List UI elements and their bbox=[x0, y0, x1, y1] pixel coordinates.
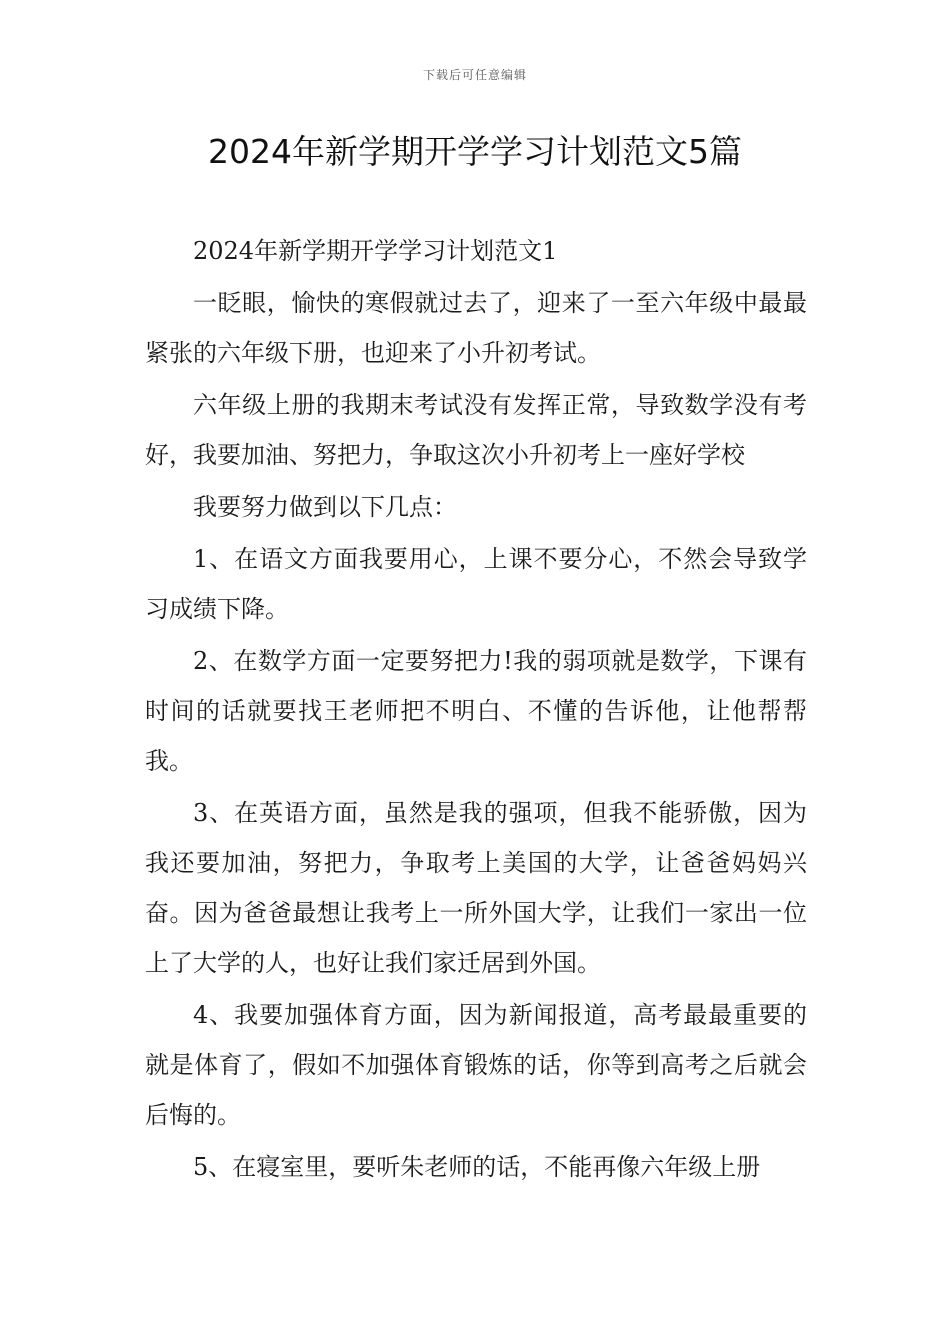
list-item: 3、在英语方面，虽然是我的强项，但我不能骄傲，因为我还要加油，努把力，争取考上美国的大学，让爸爸妈妈兴奋。因为爸爸最想让我考上一所外国大学，让我们一家出一位上了大学的人，也好让我们家迁居到外国。 bbox=[145, 799, 807, 977]
section-heading: 2024年新学期开学学习计划范文1 bbox=[193, 237, 558, 265]
header-note: 下载后可任意编辑 bbox=[422, 68, 527, 82]
document-body bbox=[145, 226, 807, 1192]
paragraph: 一眨眼，愉快的寒假就过去了，迎来了一至六年级中最最紧张的六年级下册，也迎来了小升初考试。 bbox=[145, 289, 807, 367]
list-item: 2、在数学方面一定要努把力!我的弱项就是数学，下课有时间的话就要找王老师把不明白、不懂的告诉他，让他帮帮我。 bbox=[145, 647, 807, 775]
document-title: 2024年新学期开学学习计划范文5篇 bbox=[208, 132, 742, 171]
list-item: 4、我要加强体育方面，因为新闻报道，高考最最重要的就是体育了，假如不加强体育锻炼的话，你等到高考之后就会后悔的。 bbox=[145, 1001, 807, 1129]
paragraph: 六年级上册的我期末考试没有发挥正常，导致数学没有考好，我要加油、努把力，争取这次小升初考上一座好学校 bbox=[145, 391, 807, 469]
list-item: 1、在语文方面我要用心，上课不要分心，不然会导致学习成绩下降。 bbox=[145, 545, 807, 623]
paragraph: 我要努力做到以下几点： bbox=[193, 493, 457, 521]
list-item: 5、在寝室里，要听朱老师的话，不能再像六年级上册 bbox=[193, 1153, 761, 1181]
